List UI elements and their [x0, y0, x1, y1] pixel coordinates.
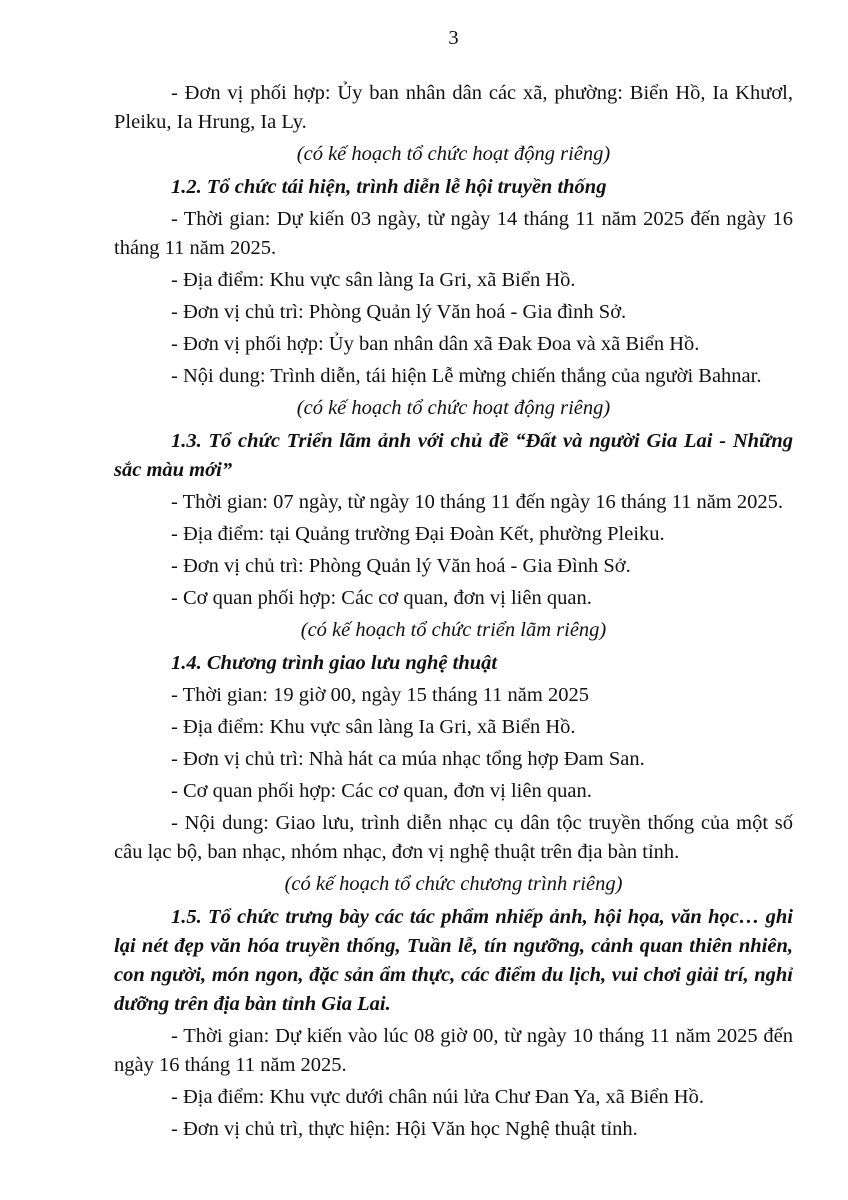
paragraph-time: - Thời gian: Dự kiến 03 ngày, từ ngày 14 tháng 11 năm 2025 đến ngày 16 tháng 11 năm 2025. [114, 208, 793, 259]
paragraph-coordinating-unit: - Đơn vị phối hợp: Ủy ban nhân dân các xã, phường: Biển Hồ, Ia Khươl, Pleiku, Ia Hrung, Ia Ly. [114, 82, 793, 133]
paragraph-lead-unit: - Đơn vị chủ trì, thực hiện: Hội Văn học Nghệ thuật tỉnh. [171, 1118, 638, 1140]
paragraph-location: - Địa điểm: Khu vực dưới chân núi lửa Chư Đan Ya, xã Biển Hồ. [171, 1086, 704, 1108]
paragraph-location: - Địa điểm: Khu vực sân làng Ia Gri, xã Biển Hồ. [171, 716, 576, 738]
paragraph-coordinating-agency: - Cơ quan phối hợp: Các cơ quan, đơn vị liên quan. [171, 587, 592, 609]
paragraph-lead-unit: - Đơn vị chủ trì: Phòng Quản lý Văn hoá - Gia đình Sở. [171, 301, 627, 323]
org-note: (có kế hoạch tổ chức hoạt động riêng) [296, 397, 611, 419]
paragraph-time: - Thời gian: Dự kiến vào lúc 08 giờ 00, từ ngày 10 tháng 11 năm 2025 đến ngày 16 tháng 11 năm 2025. [114, 1025, 793, 1076]
paragraph-location: - Địa điểm: tại Quảng trường Đại Đoàn Kết, phường Pleiku. [171, 523, 665, 545]
org-note: (có kế hoạch tổ chức triển lãm riêng) [300, 619, 607, 641]
section-heading-1-2: 1.2. Tổ chức tái hiện, trình diễn lễ hội truyền thống [171, 176, 607, 198]
paragraph-coordinating-unit: - Đơn vị phối hợp: Ủy ban nhân dân xã Đak Đoa và xã Biển Hồ. [171, 333, 700, 355]
page-number: 3 [448, 27, 459, 49]
org-note: (có kế hoạch tổ chức chương trình riêng) [284, 873, 623, 895]
paragraph-lead-unit: - Đơn vị chủ trì: Nhà hát ca múa nhạc tổng hợp Đam San. [171, 748, 645, 770]
section-heading-1-5: 1.5. Tổ chức trưng bày các tác phẩm nhiếp ảnh, hội họa, văn học… ghi lại nét đẹp văn hóa truyền thống, Tuần lễ, tín ngưỡng, cảnh quan thiên nhiên, con người, món ngon, đặc sản ẩm thực, các điểm du lịch, vui chơi giải trí, nghỉ dưỡng trên địa bàn tỉnh Gia Lai. [114, 906, 793, 1015]
paragraph-coordinating-agency: - Cơ quan phối hợp: Các cơ quan, đơn vị liên quan. [171, 780, 592, 802]
section-heading-1-3: 1.3. Tổ chức Triển lãm ảnh với chủ đề “Đất và người Gia Lai - Những sắc màu mới” [114, 430, 793, 481]
org-note: (có kế hoạch tổ chức hoạt động riêng) [296, 143, 611, 165]
paragraph-content: - Nội dung: Giao lưu, trình diễn nhạc cụ dân tộc truyền thống của một số câu lạc bộ, ban nhạc, nhóm nhạc, đơn vị nghệ thuật trên địa bàn tỉnh. [114, 812, 793, 863]
paragraph-location: - Địa điểm: Khu vực sân làng Ia Gri, xã Biển Hồ. [171, 269, 576, 291]
paragraph-lead-unit: - Đơn vị chủ trì: Phòng Quản lý Văn hoá - Gia Đình Sở. [171, 555, 631, 577]
section-heading-1-4: 1.4. Chương trình giao lưu nghệ thuật [171, 652, 498, 674]
paragraph-time: - Thời gian: 07 ngày, từ ngày 10 tháng 11 đến ngày 16 tháng 11 năm 2025. [171, 491, 783, 513]
paragraph-time: - Thời gian: 19 giờ 00, ngày 15 tháng 11 năm 2025 [171, 684, 589, 706]
paragraph-content: - Nội dung: Trình diễn, tái hiện Lễ mừng chiến thắng của người Bahnar. [171, 365, 762, 387]
